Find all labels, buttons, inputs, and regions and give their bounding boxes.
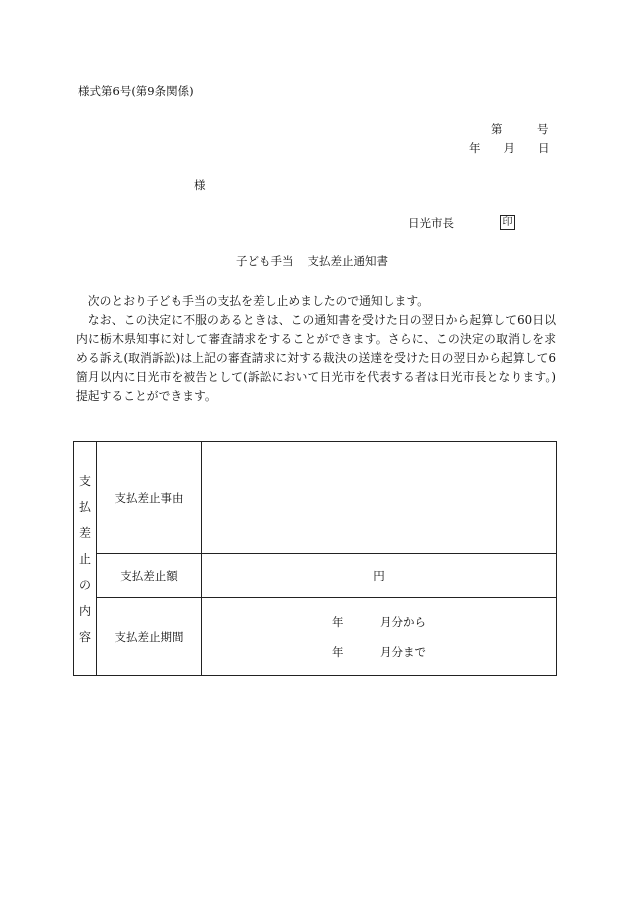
period-to-line <box>202 639 556 665</box>
period-to-year-unit: 年 <box>332 644 344 659</box>
side-char: 内 <box>78 603 91 618</box>
notice-body <box>76 292 556 406</box>
body-paragraph: 次のとおり子ども手当の支払を差し止めましたので通知します。 <box>87 294 429 308</box>
issuer-title: 日光市長 <box>408 216 454 230</box>
period-field[interactable] <box>202 598 557 676</box>
reason-field[interactable] <box>202 442 557 554</box>
side-char: 支 <box>78 473 91 488</box>
side-char: 払 <box>78 499 91 514</box>
period-from-month-unit: 月分から <box>380 614 426 629</box>
title-notice-type: 支払差止通知書 <box>307 254 388 268</box>
amount-field[interactable] <box>202 554 557 598</box>
form-number: 様式第6号(第9条関係) <box>78 84 194 98</box>
yen-unit: 円 <box>373 568 385 583</box>
reason-label: 支払差止事由 <box>97 442 202 554</box>
side-char: 差 <box>78 525 91 540</box>
document-title <box>236 256 388 268</box>
side-char: 止 <box>78 551 91 566</box>
period-label: 支払差止期間 <box>97 598 202 676</box>
period-from-line <box>202 609 556 635</box>
seal-stamp-box: 印 <box>500 215 515 230</box>
side-char: の <box>78 577 91 592</box>
issue-date: 年 月 日 <box>469 141 550 155</box>
suspension-details-table <box>73 441 557 676</box>
body-paragraph-appeal: なお、この決定に不服のあるときは、この通知書を受けた日の翌日から起算して60日以内に栃木県知事に対して審査請求をすることができます。さらに、この決定の取消しを求める訴え(取消訴訟)は上記の審査請求に対する裁決の送達を受けた日の翌日から起算して6箇月以内に日光市を被告として(訴訟において日光市を代表する者は日光市長となります。)提起することができます。 <box>76 313 556 403</box>
table-side-label <box>74 442 97 676</box>
period-to-month-unit: 月分まで <box>380 644 426 659</box>
amount-label: 支払差止額 <box>97 554 202 598</box>
addressee-honorific: 様 <box>194 178 206 192</box>
period-from-year-unit: 年 <box>332 614 344 629</box>
reference-number: 第 号 <box>491 122 549 136</box>
title-subject: 子ども手当 <box>236 254 294 268</box>
side-char: 容 <box>78 629 91 644</box>
